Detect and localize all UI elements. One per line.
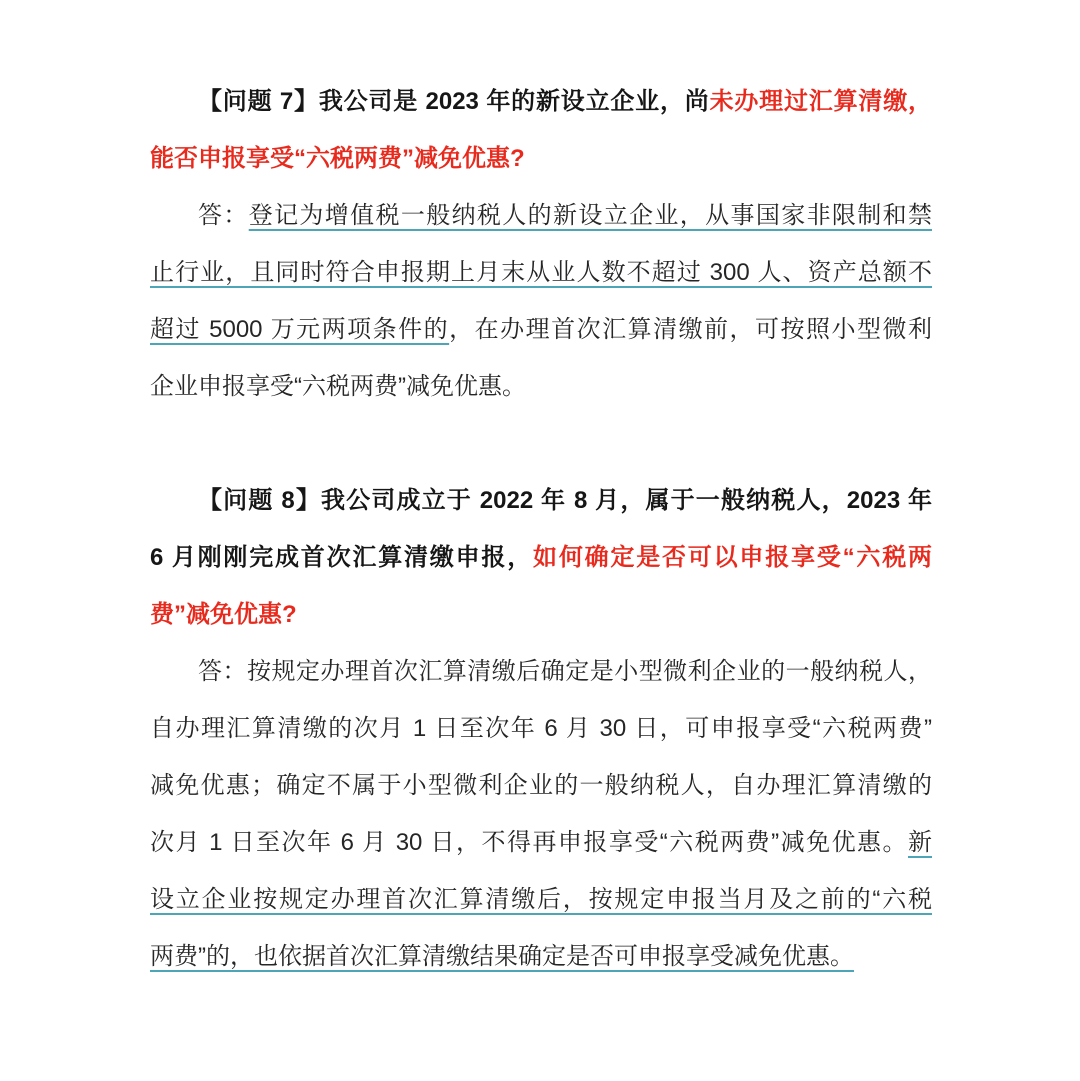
text-segment: 未办理过汇算清缴， — [709, 88, 932, 115]
text-segment: 【问题 8】我公司成立于 2022 年 8 月，属于一般纳税人，2023 年 — [198, 487, 932, 514]
text-segment: 答： — [198, 202, 249, 229]
text-line — [150, 73, 932, 130]
text-segment: 设立企业按规定办理首次汇算清缴后，按规定申报当月及之前的“六税 — [150, 886, 932, 913]
text-segment: ，在办理首次汇算清缴前，可按照小型微利 — [449, 316, 932, 343]
text-line — [150, 301, 932, 358]
text-segment: 次月 1 日至次年 6 月 30 日，不得再申报享受“六税两费”减免优惠。 — [150, 829, 908, 856]
text-line — [150, 472, 932, 529]
text-segment: 能否申报享受“六税两费”减免优惠? — [150, 145, 525, 172]
text-segment: 如何确定是否可以申报享受“六税两 — [533, 544, 932, 571]
text-segment: 登记为增值税一般纳税人的新设立企业，从事国家非限制和禁 — [248, 202, 932, 229]
text-line — [150, 928, 932, 985]
text-segment: 自办理汇算清缴的次月 1 日至次年 6 月 30 日，可申报享受“六税两费” — [150, 715, 932, 742]
text-line — [150, 130, 932, 187]
text-line — [150, 814, 932, 871]
text-line — [150, 700, 932, 757]
text-line — [150, 358, 932, 415]
text-line — [150, 529, 932, 586]
question-7-block — [150, 73, 932, 415]
text-line — [150, 586, 932, 643]
question-8-block — [150, 472, 932, 985]
text-segment: 6 月刚刚完成首次汇算清缴申报， — [150, 544, 534, 571]
text-segment: 两费”的，也依据首次汇算清缴结果确定是否可申报享受减免优惠。 — [150, 943, 854, 970]
text-segment: 减免优惠；确定不属于小型微利企业的一般纳税人，自办理汇算清缴的 — [150, 772, 932, 799]
text-segment: 费”减免优惠? — [150, 601, 297, 628]
text-segment: 企业申报享受“六税两费”减免优惠。 — [150, 373, 526, 400]
text-segment: 超过 5000 万元两项条件的 — [150, 316, 450, 343]
text-segment: 答：按规定办理首次汇算清缴后确定是小型微利企业的一般纳税人， — [198, 658, 932, 685]
text-segment: 【问题 7】我公司是 2023 年的新设立企业，尚 — [198, 88, 710, 115]
text-segment: 止行业，且同时符合申报期上月末从业人数不超过 300 人、资产总额不 — [150, 259, 932, 286]
text-line — [150, 871, 932, 928]
text-line — [150, 244, 932, 301]
text-line — [150, 643, 932, 700]
text-line — [150, 757, 932, 814]
text-segment: 新 — [908, 829, 932, 856]
text-line — [150, 187, 932, 244]
